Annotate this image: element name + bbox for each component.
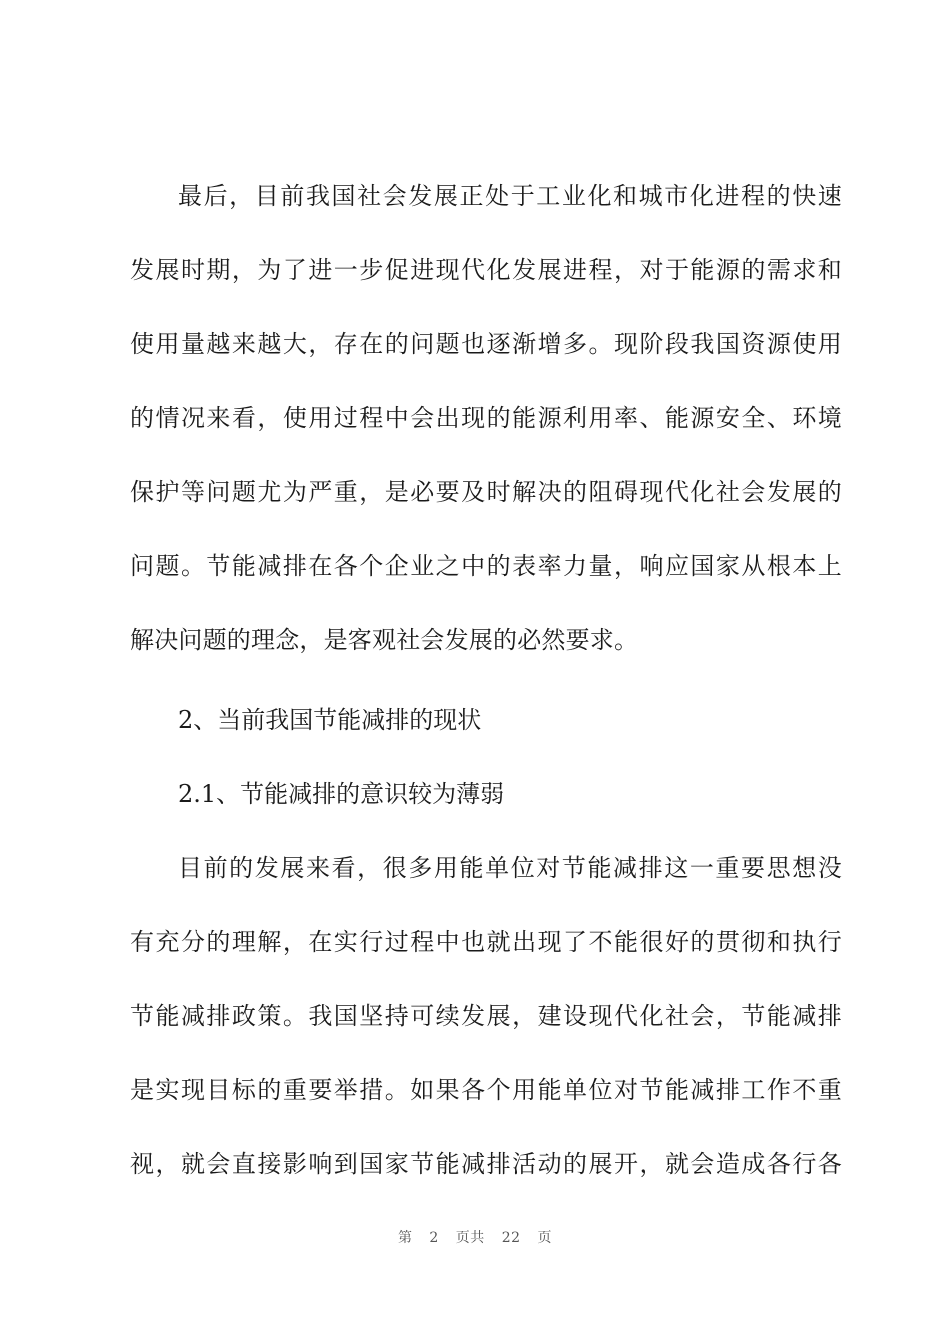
paragraph-line: 发展时期，为了进一步促进现代化发展进程，对于能源的需求和: [130, 256, 842, 284]
paragraph-line: 是实现目标的重要举措。如果各个用能单位对节能减排工作不重: [130, 1076, 842, 1104]
current-page-number: 2: [429, 1230, 439, 1246]
paragraph-line: 视，就会直接影响到国家节能减排活动的展开，就会造成各行各: [130, 1150, 842, 1178]
paragraph-line: 节能减排政策。我国坚持可续发展，建设现代化社会，节能减排: [130, 1002, 842, 1030]
paragraph-line: 保护等问题尤为严重，是必要及时解决的阻碍现代化社会发展的: [130, 478, 842, 506]
total-page-count: 22: [501, 1230, 521, 1246]
paragraph-line: 解决问题的理念，是客观社会发展的必然要求。: [130, 626, 639, 654]
paragraph-line: 有充分的理解，在实行过程中也就出现了不能很好的贯彻和执行: [130, 928, 842, 956]
footer-suffix: 页: [537, 1230, 553, 1246]
paragraph-line: 目前的发展来看，很多用能单位对节能减排这一重要思想没: [178, 854, 842, 882]
paragraph-line: 问题。节能减排在各个企业之中的表率力量，响应国家从根本上: [130, 552, 842, 580]
paragraph-line: 使用量越来越大，存在的问题也逐渐增多。现阶段我国资源使用: [130, 330, 842, 358]
page-footer: [0, 1228, 950, 1248]
subsection-heading: 2.1、节能减排的意识较为薄弱: [178, 780, 505, 808]
paragraph-line: 的情况来看，使用过程中会出现的能源利用率、能源安全、环境: [130, 404, 842, 432]
section-heading: 2、当前我国节能减排的现状: [178, 706, 482, 734]
footer-middle: 页共: [455, 1230, 485, 1246]
paragraph-line: 最后，目前我国社会发展正处于工业化和城市化进程的快速: [178, 182, 842, 210]
footer-prefix: 第: [397, 1230, 413, 1246]
